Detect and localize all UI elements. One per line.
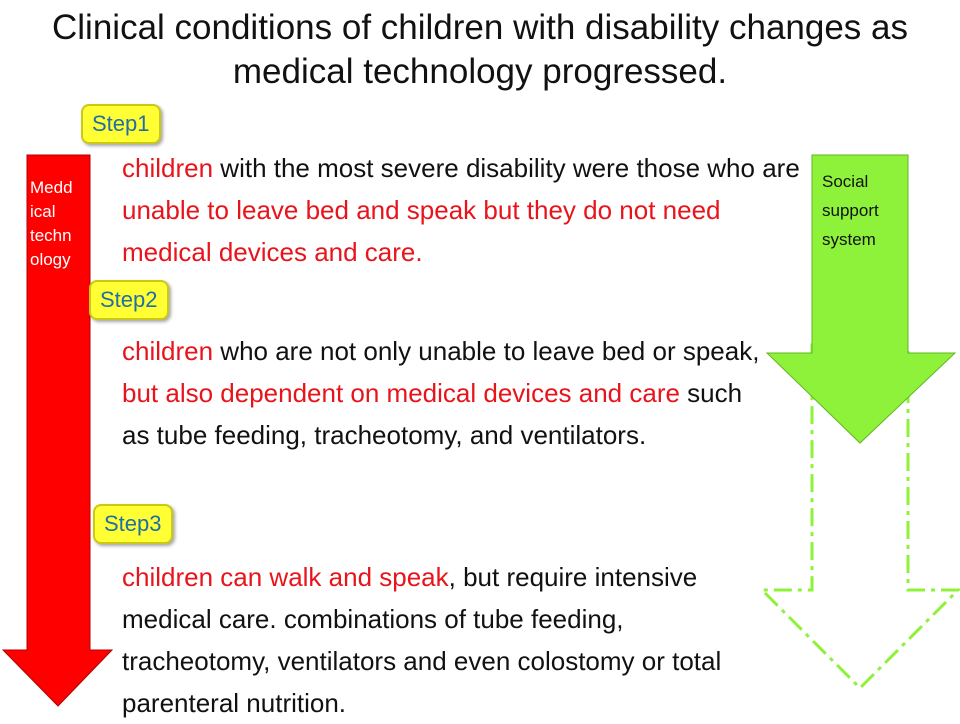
social-support-label: Social support system bbox=[822, 172, 879, 249]
step2-text-2: who are not only unable to leave bed or speak, bbox=[213, 336, 760, 366]
medical-technology-label: Medd ical techn ology bbox=[30, 178, 73, 269]
step1-description bbox=[122, 147, 804, 273]
slide-title: Clinical conditions of children with disability changes as medical technology progressed. bbox=[52, 8, 908, 91]
step1-text-1: children bbox=[122, 153, 214, 183]
step2-badge: Step2 bbox=[89, 280, 169, 320]
step2-description bbox=[122, 330, 772, 456]
step2-text-3: but also dependent on medical devices and care bbox=[122, 378, 680, 408]
step2-text-4: such as tube feeding, tracheotomy, and ventilators. bbox=[122, 378, 743, 450]
step2-text-1: children bbox=[122, 336, 214, 366]
step3-badge: Step3 bbox=[93, 504, 173, 544]
step3-description bbox=[122, 556, 762, 724]
step3-text-2: , but require intensive medical care. combinations of tube feeding, tracheotomy, ventilators and even colostomy or total parenteral nutrition. bbox=[122, 562, 722, 718]
step3-text-1: children can walk and speak bbox=[122, 562, 449, 592]
step1-text-3: unable to leave bed and speak but they do not need medical devices and care. bbox=[122, 195, 721, 267]
step1-text-2: with the most severe disability were those who are bbox=[213, 153, 800, 183]
step1-badge: Step1 bbox=[81, 104, 161, 144]
